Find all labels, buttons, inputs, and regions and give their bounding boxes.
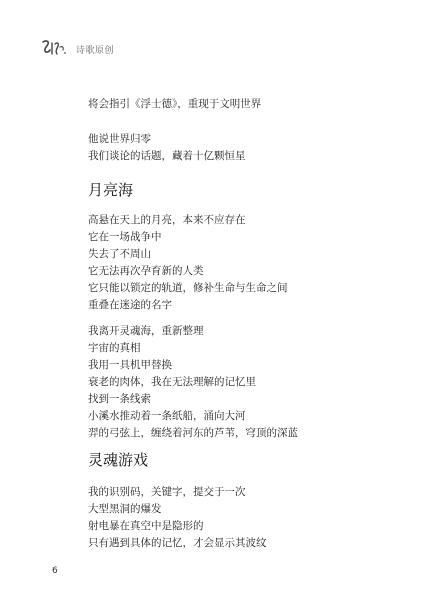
poem-line: 我离开灵魂海，重新整理 bbox=[88, 325, 204, 337]
poem-line: 它在一场战争中 bbox=[88, 231, 162, 243]
poem-line: 小溪水推动着一条纸船，涌向大河 bbox=[88, 410, 246, 422]
poem-line: 羿的弓弦上，缠绕着河东的芦苇，穹顶的深蓝 bbox=[88, 427, 298, 439]
poem-line: 我的识别码，关键字，提交于一次 bbox=[88, 486, 246, 498]
page-header bbox=[40, 38, 114, 60]
poem-line: 高悬在天上的月亮，本来不应存在 bbox=[88, 214, 246, 226]
brand-label: 诗歌原创 bbox=[76, 45, 115, 56]
section-heading: 灵魂游戏 bbox=[88, 451, 149, 469]
poem-line: 我们谈论的话题，藏着十亿颗恒星 bbox=[88, 150, 246, 162]
calligraphy-logo-icon bbox=[40, 38, 70, 60]
poem-line: 它无法再次孕育新的人类 bbox=[88, 265, 204, 277]
poem-line: 我用一具机甲替换 bbox=[88, 359, 172, 371]
poem-line: 大型黑洞的爆发 bbox=[88, 503, 162, 515]
poem-line: 失去了不周山 bbox=[88, 248, 151, 260]
poem-line: 将会指引《浮士德》，重现于文明世界 bbox=[88, 98, 262, 110]
poem-line: 重叠在迷途的名字 bbox=[88, 299, 172, 311]
poem-line: 它只能以锁定的轨道，修补生命与生命之间 bbox=[88, 282, 288, 294]
page-number: 6 bbox=[52, 566, 58, 576]
poem-line: 衰老的肉体，我在无法理解的记忆里 bbox=[88, 376, 256, 388]
poem-line: 射电暴在真空中是隐形的 bbox=[88, 520, 204, 532]
poem-line: 他说世界归零 bbox=[88, 133, 151, 145]
poem-line: 找到一条线索 bbox=[88, 393, 151, 405]
section-heading: 月亮海 bbox=[88, 181, 134, 199]
poem-line: 宇宙的真相 bbox=[88, 342, 141, 354]
poem-line: 只有遇到具体的记忆，才会显示其波纹 bbox=[88, 537, 267, 549]
